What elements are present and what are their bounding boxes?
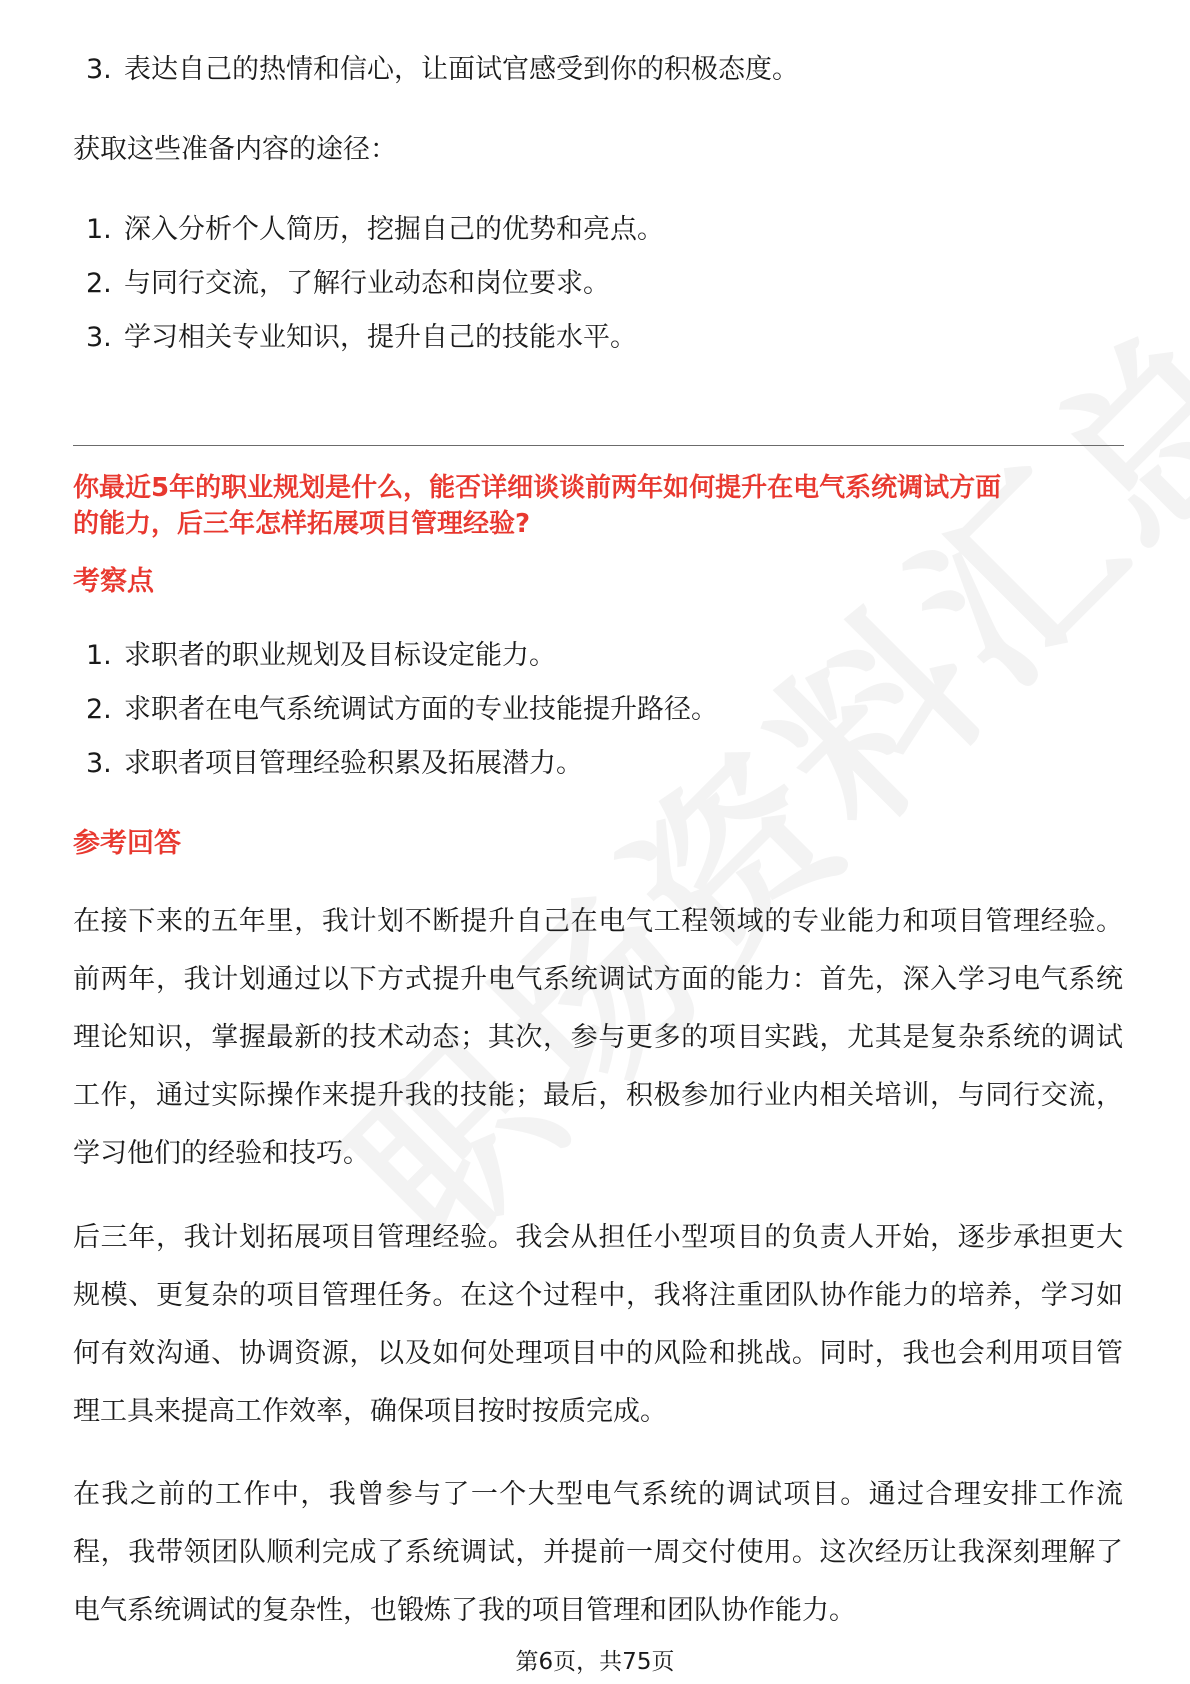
focus-heading: 考察点 — [73, 566, 154, 597]
list-item: 3. 求职者项目管理经验积累及拓展潜力。 — [86, 748, 583, 779]
answer-paragraph: 后三年，我计划拓展项目管理经验。我会从担任小型项目的负责人开始，逐步承担更大规模、更复杂的项目管理任务。在这个过程中，我将注重团队协作能力的培养，学习如何有效沟通、协调资源，以及如何处理项目中的风险和挑战。同时，我也会利用项目管理工具来提高工作效率，确保项目按时按质完成。 — [73, 1222, 1123, 1427]
answer-heading: 参考回答 — [73, 828, 181, 859]
list-item: 3. 学习相关专业知识，提升自己的技能水平。 — [86, 322, 637, 353]
list-item: 1. 求职者的职业规划及目标设定能力。 — [86, 640, 556, 671]
question-line-1: 你最近5年的职业规划是什么，能否详细谈谈前两年如何提升在电气系统调试方面 — [73, 473, 1002, 503]
list-item: 3. 表达自己的热情和信心，让面试官感受到你的积极态度。 — [86, 54, 799, 85]
list-item: 2. 与同行交流，了解行业动态和岗位要求。 — [86, 268, 610, 299]
list-item: 1. 深入分析个人简历，挖掘自己的优势和亮点。 — [86, 214, 664, 245]
list-item: 2. 求职者在电气系统调试方面的专业技能提升路径。 — [86, 694, 718, 725]
question-line-2: 的能力，后三年怎样拓展项目管理经验? — [73, 509, 531, 539]
answer-paragraph: 在接下来的五年里，我计划不断提升自己在电气工程领域的专业能力和项目管理经验。前两年，我计划通过以下方式提升电气系统调试方面的能力：首先，深入学习电气系统理论知识，掌握最新的技术动态；其次，参与更多的项目实践，尤其是复杂系统的调试工作，通过实际操作来提升我的技能；最后，积极参加行业内相关培训，与同行交流，学习他们的经验和技巧。 — [73, 906, 1123, 1169]
ways-heading: 获取这些准备内容的途径： — [73, 134, 397, 165]
page-number: 第6页，共75页 — [515, 1649, 675, 1675]
section-divider — [73, 445, 1124, 446]
answer-paragraph: 在我之前的工作中，我曾参与了一个大型电气系统的调试项目。通过合理安排工作流程，我带领团队顺利完成了系统调试，并提前一周交付使用。这次经历让我深刻理解了电气系统调试的复杂性，也锻炼了我的项目管理和团队协作能力。 — [73, 1479, 1123, 1626]
